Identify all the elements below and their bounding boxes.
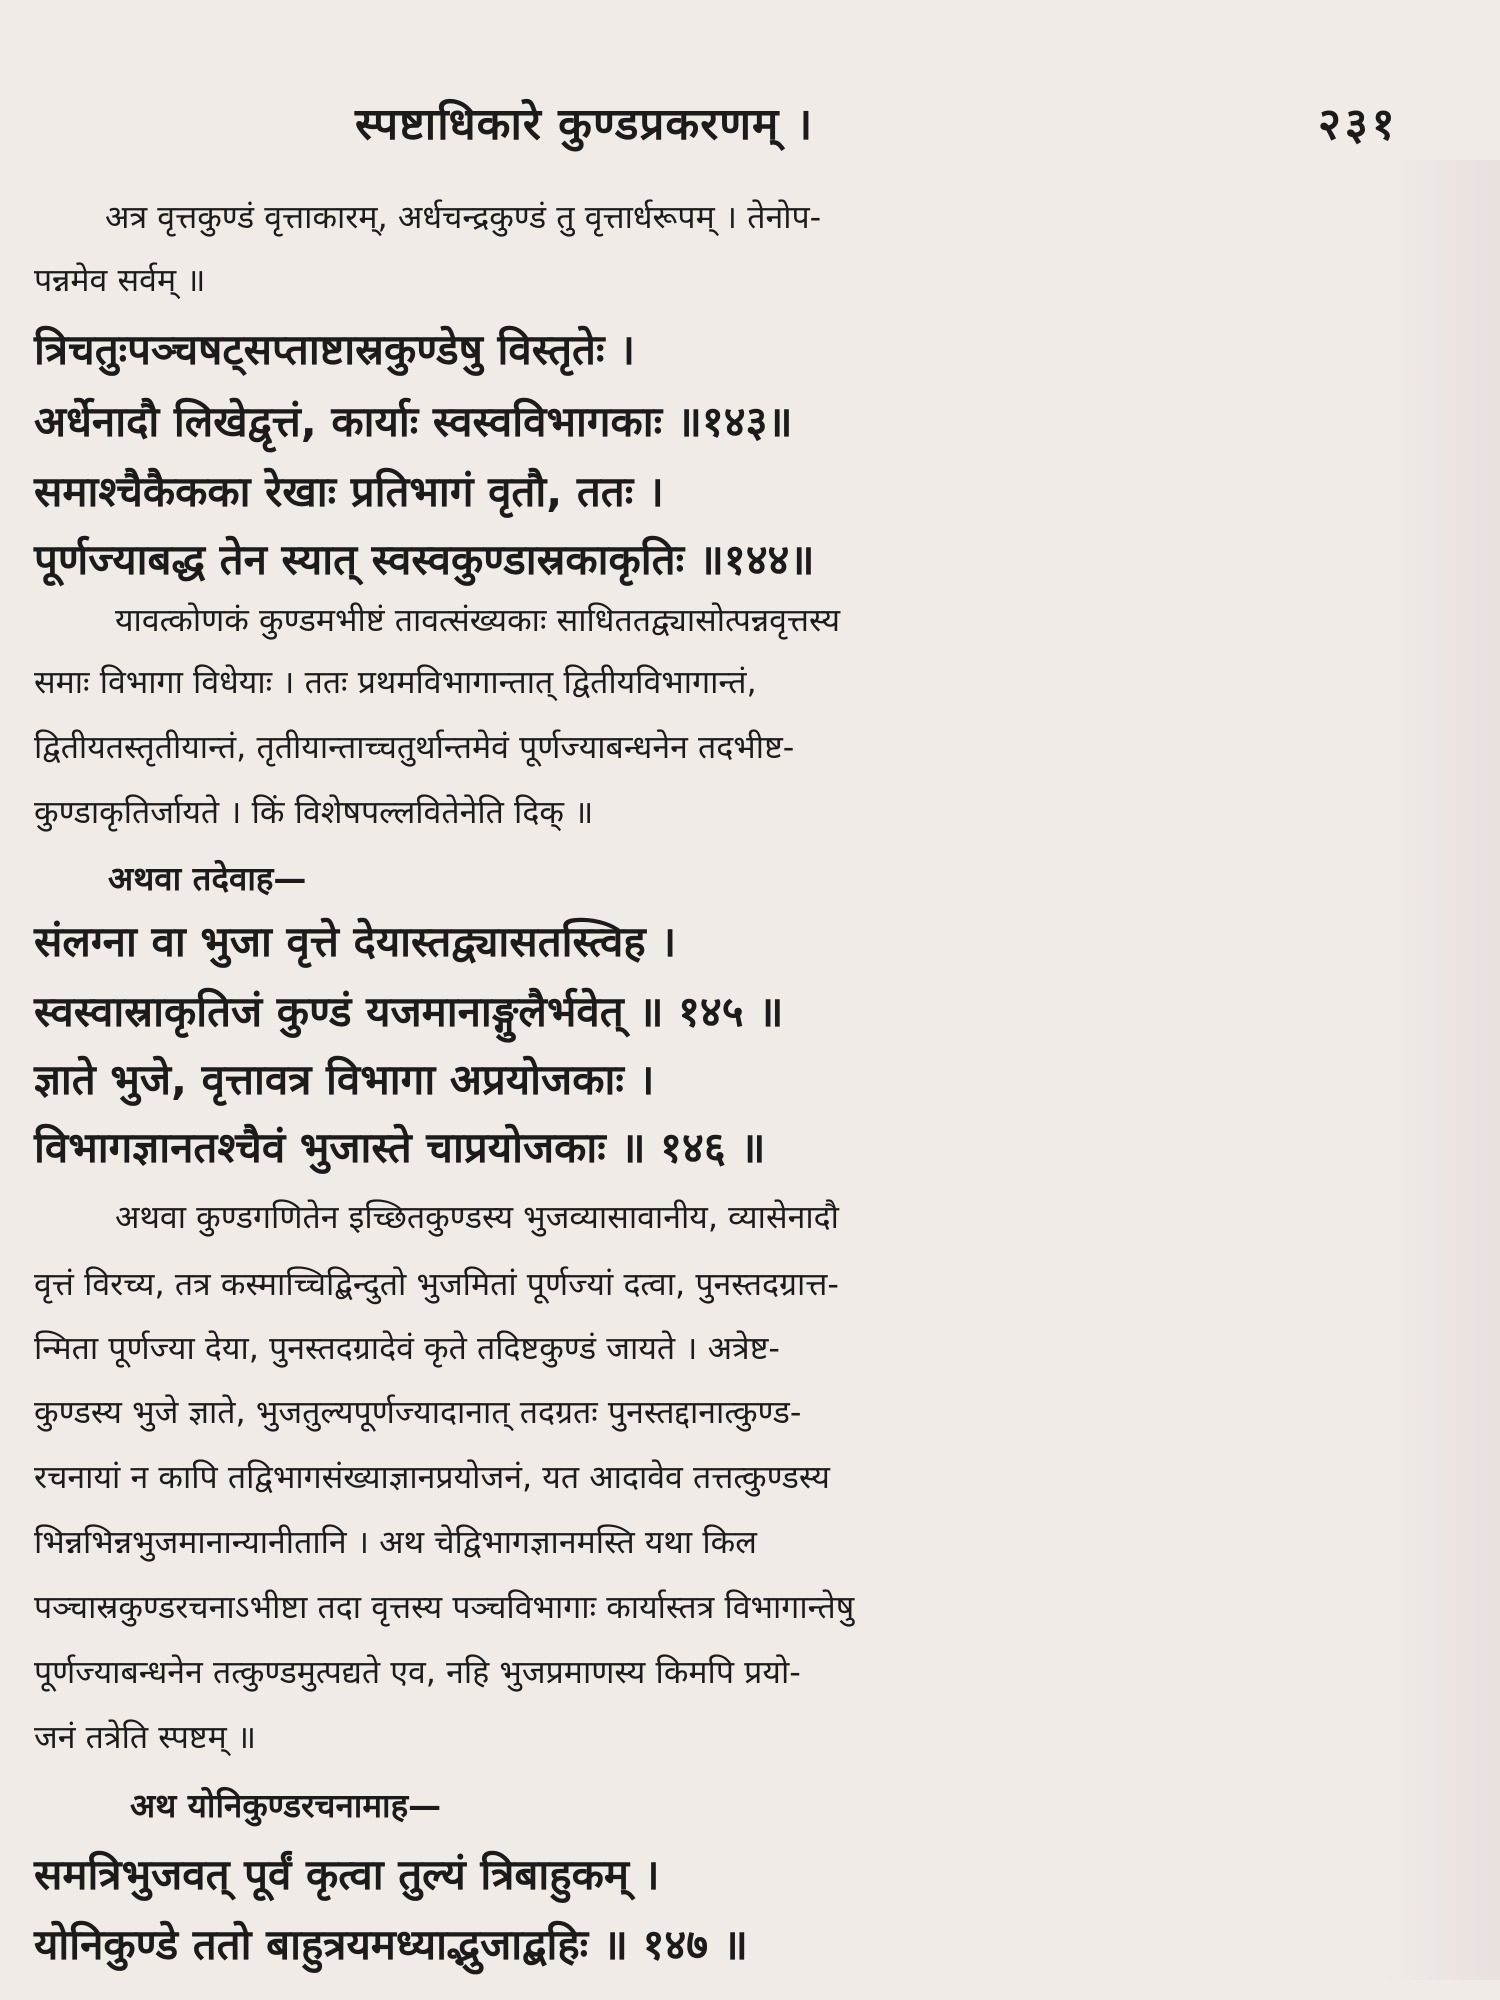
verse-line: संलग्ना वा भुजा वृत्ते देयास्तद्व्यासतस्त्विह । — [34, 917, 677, 966]
verse-line: समाश्चैकैकका रेखाः प्रतिभागं वृतौ, ततः । — [34, 467, 664, 516]
commentary-line: पन्नमेव सर्वम् ॥ — [34, 261, 206, 299]
commentary-line: कुण्डस्य भुजे ज्ञाते, भुजतुल्यपूर्णज्यादानात् तदग्रतः पुनस्तद्दानात्कुण्ड- — [34, 1393, 802, 1431]
commentary-line: अथवा कुण्डगणितेन इच्छितकुण्डस्य भुजव्यासावानीय, व्यासेनादौ — [115, 1198, 839, 1236]
commentary-line: पञ्चास्रकुण्डरचनाऽभीष्टा तदा वृत्तस्य पञ्चविभागाः कार्यास्तत्र विभागान्तेषु — [34, 1588, 855, 1626]
verse-line: पूर्णज्याबद्ध तेन स्यात् स्वस्वकुण्डास्रकाकृतिः ॥१४४॥ — [34, 535, 815, 584]
page-header-title: स्पष्टाधिकारे कुण्डप्रकरणम् । — [355, 99, 814, 150]
verse-line: त्रिचतुःपञ्चषट्सप्ताष्टास्रकुण्डेषु विस्तृतेः । — [34, 325, 635, 374]
page-number: २३१ — [1318, 99, 1399, 150]
commentary-line: न्मिता पूर्णज्या देया, पुनस्तदग्रादेवं कृते तदिष्टकुण्डं जायते । अत्रेष्ट- — [34, 1329, 780, 1367]
commentary-line: समाः विभागा विधेयाः । ततः प्रथमविभागान्तात् द्वितीयविभागान्तं, — [34, 663, 757, 701]
verse-line: ज्ञाते भुजे, वृत्तावत्र विभागा अप्रयोजकाः । — [34, 1055, 655, 1104]
verse-line: योनिकुण्डे ततो बाहुत्रयमध्याद्भुजाद्बहिः ॥ १४७ ॥ — [34, 1920, 748, 1969]
show-through-shadow — [1380, 160, 1500, 1980]
verse-line: स्वस्वास्राकृतिजं कुण्डं यजमानाङ्गुलैर्भवेत् ॥ १४५ ॥ — [34, 987, 784, 1036]
section-intro: अथ योनिकुण्डरचनामाह— — [130, 1786, 442, 1825]
verse-line: अर्धेनादौ लिखेद्वृत्तं, कार्याः स्वस्वविभागकाः ॥१४३॥ — [34, 397, 793, 446]
commentary-line: अत्र वृत्तकुण्डं वृत्ताकारम्, अर्धचन्द्रकुण्डं तु वृत्तार्धरूपम् । तेनोप- — [105, 198, 822, 236]
commentary-line: यावत्कोणकं कुण्डमभीष्टं तावत्संख्यकाः साधिततद्व्यासोत्पन्नवृत्तस्य — [115, 601, 841, 639]
commentary-line: भिन्नभिन्नभुजमानान्यानीतानि । अथ चेद्विभागज्ञानमस्ति यथा किल — [34, 1523, 757, 1561]
commentary-line: द्वितीयतस्तृतीयान्तं, तृतीयान्ताच्चतुर्थान्तमेवं पूर्णज्याबन्धनेन तदभीष्ट- — [34, 728, 795, 766]
verse-line: समत्रिभुजवत् पूर्वं कृत्वा तुल्यं त्रिबाहुकम् । — [34, 1850, 660, 1899]
verse-line: विभागज्ञानतश्चैवं भुजास्ते चाप्रयोजकाः ॥ १४६ ॥ — [34, 1123, 766, 1172]
commentary-line: वृत्तं विरच्य, तत्र कस्माच्चिद्बिन्दुतो भुजमितां पूर्णज्यां दत्वा, पुनस्तदग्रात्त- — [34, 1265, 839, 1303]
commentary-line: रचनायां न कापि तद्विभागसंख्याज्ञानप्रयोजनं, यत आदावेव तत्तत्कुण्डस्य — [34, 1458, 830, 1496]
section-intro: अथवा तदेवाह— — [108, 859, 307, 898]
commentary-line: कुण्डाकृतिर्जायते । किं विशेषपल्लवितेनेति दिक् ॥ — [34, 793, 594, 831]
commentary-line: जनं तत्रेति स्पष्टम् ॥ — [34, 1718, 257, 1756]
commentary-line: पूर्णज्याबन्धनेन तत्कुण्डमुत्पद्यते एव, नहि भुजप्रमाणस्य किमपि प्रयो- — [34, 1653, 801, 1691]
